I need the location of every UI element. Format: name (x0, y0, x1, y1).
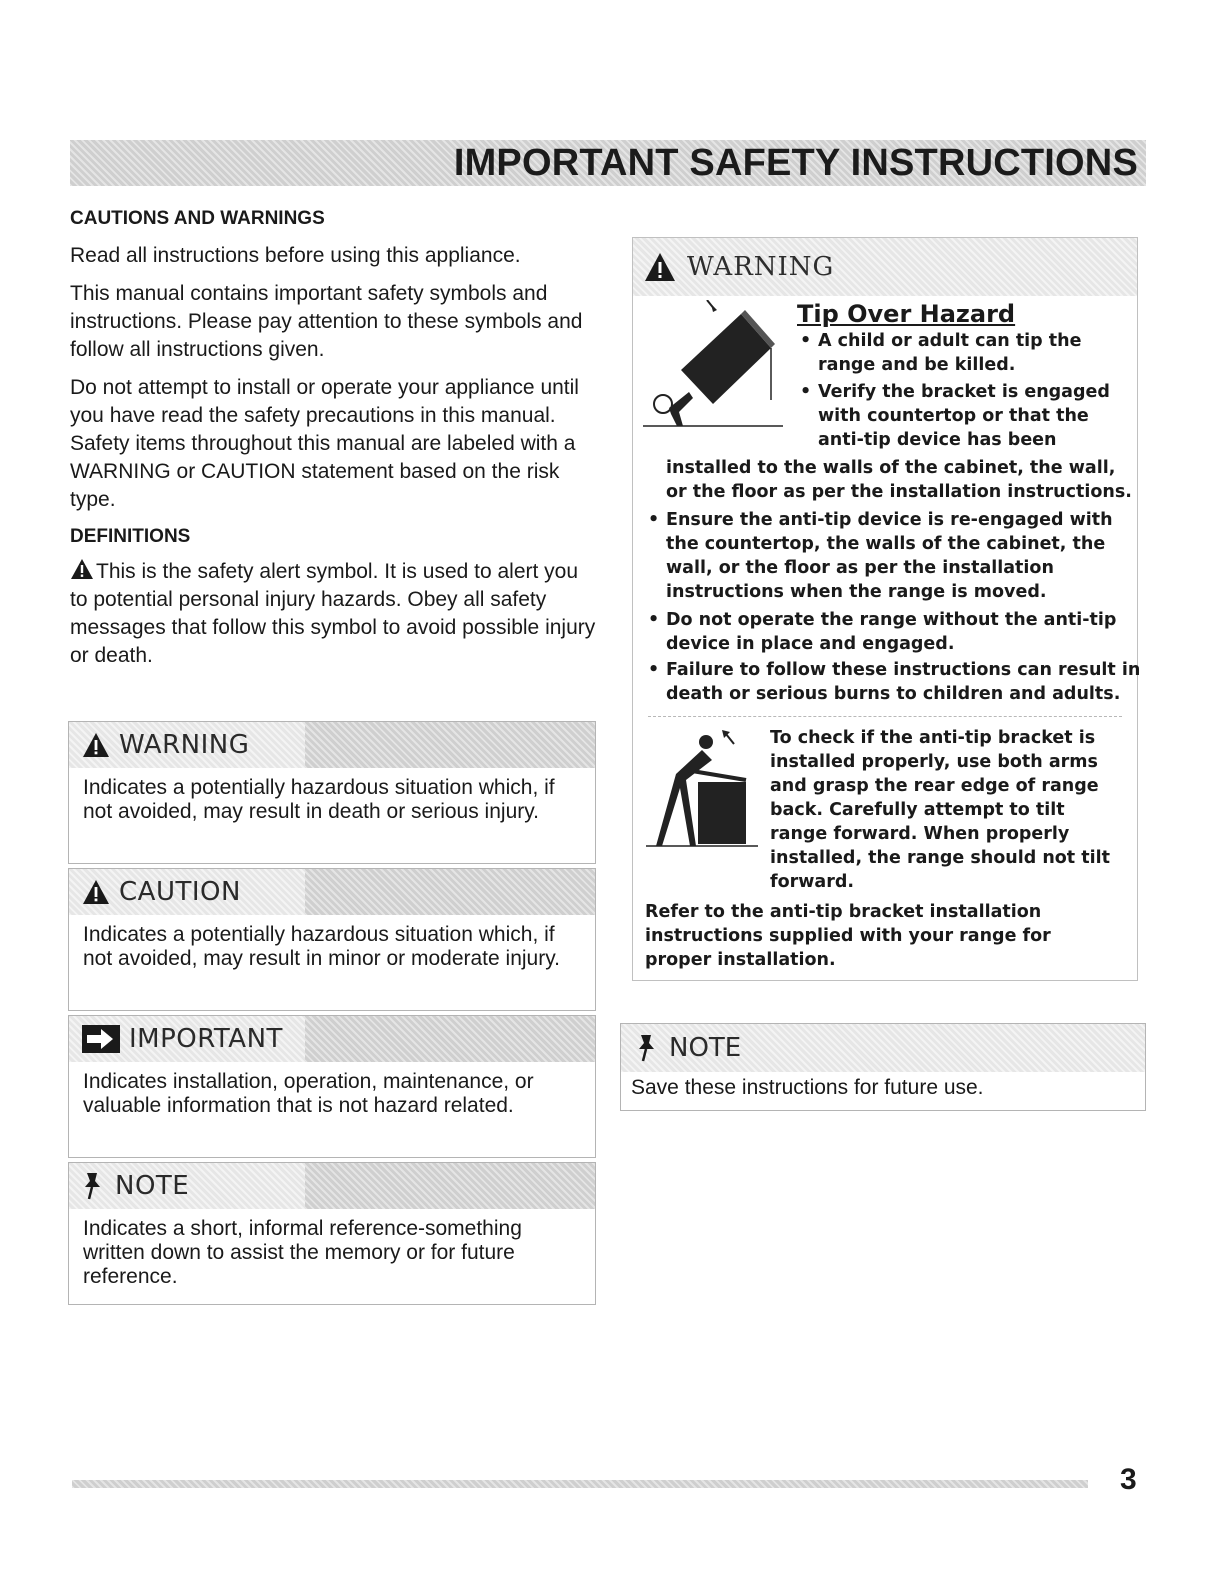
caution-label: CAUTION (119, 877, 241, 907)
bullet-ensure-reengaged: • Ensure the anti-tip device is re-engaged with the countertop, the walls of the cabinet, the wall, or the floor as per the installation instructions when the range is moved. (648, 510, 1113, 602)
paragraph-manual-contains: This manual contains important safety symbols and instructions. Please pay attention to these symbols and follow all instructions given. (70, 282, 583, 361)
bullet-text: Failure to follow these instructions can result in death or serious burns to children and adults. (666, 660, 1141, 704)
warning-alert-icon (81, 731, 111, 759)
warning-alert-icon (643, 251, 677, 283)
important-box-header (69, 1016, 595, 1062)
note-right-label: NOTE (669, 1033, 742, 1063)
bullet-failure-to-follow: • Failure to follow these instructions can result in death or serious burns to children and adults. (648, 660, 1141, 704)
page-number: 3 (1120, 1463, 1137, 1496)
note-label: NOTE (115, 1171, 190, 1201)
bullet-text: A child or adult can tip the range and be killed. (818, 331, 1082, 375)
refer-installation-text: Refer to the anti-tip bracket installation instructions supplied with your range for proper installation. (645, 902, 1051, 970)
warning-panel-label: WARNING (687, 252, 835, 282)
warning-definition-box (68, 721, 596, 864)
caution-definition-box (68, 868, 596, 1011)
definitions-paragraph (70, 558, 600, 670)
important-box-text: Indicates installation, operation, maintenance, or valuable information that is not hazard related. (83, 1070, 534, 1117)
footer-rule (72, 1480, 1088, 1488)
note-right-text: Save these instructions for future use. (631, 1076, 984, 1099)
paragraph-do-not-attempt: Do not attempt to install or operate your appliance until you have read the safety precautions in this manual. Safety items throughout this manual are labeled with a WARNING or CAUTION statement based on the risk type. (70, 376, 579, 511)
important-definition-box (68, 1015, 596, 1158)
note-box-header (69, 1163, 595, 1209)
warning-box-text: Indicates a potentially hazardous situation which, if not avoided, may result in death or serious injury. (83, 776, 555, 823)
important-label: IMPORTANT (129, 1024, 283, 1054)
panel-divider (648, 716, 1122, 717)
check-bracket-text: To check if the anti-tip bracket is installed properly, use both arms and grasp the rear edge of range back. Carefully attempt to tilt range forward. When properly installed, the range should not tilt forward. (770, 728, 1110, 892)
save-instructions-note-box (620, 1023, 1146, 1111)
page-title: IMPORTANT SAFETY INSTRUCTIONS (453, 141, 1138, 184)
warning-panel-header (633, 238, 1137, 296)
bullet-text: Do not operate the range without the anti-tip device in place and engaged. (666, 610, 1117, 654)
bullet-text: Verify the bracket is engaged with countertop or that the anti-tip device has been (818, 382, 1110, 450)
left-column (70, 208, 600, 680)
caution-alert-icon (81, 878, 111, 906)
note-box-text: Indicates a short, informal reference-something written down to assist the memory or for future reference. (83, 1217, 522, 1288)
title-banner (70, 140, 1146, 186)
warning-label: WARNING (119, 730, 250, 760)
bullet-text: Ensure the anti-tip device is re-engaged with the countertop, the walls of the cabinet, the wall, or the floor as per the installation instructions when the range is moved. (666, 510, 1113, 602)
bullet-do-not-operate: • Do not operate the range without the anti-tip device in place and engaged. (648, 610, 1117, 654)
bullet-verify-bracket: • Verify the bracket is engaged with countertop or that the anti-tip device has been (800, 382, 1110, 450)
pushpin-icon (635, 1033, 661, 1063)
safety-alert-icon (70, 558, 94, 580)
header-stripe (305, 869, 595, 915)
check-bracket-illustration (646, 730, 761, 850)
warning-box-header (69, 722, 595, 768)
pushpin-icon (81, 1171, 107, 1201)
paragraph-read-all: Read all instructions before using this appliance. (70, 244, 521, 267)
bullet-verify-bracket-continued: installed to the walls of the cabinet, the wall, or the floor as per the installation instructions. (666, 458, 1132, 502)
header-stripe (305, 722, 595, 768)
header-stripe (305, 1163, 595, 1209)
definitions-heading: DEFINITIONS (70, 526, 191, 547)
caution-box-header (69, 869, 595, 915)
tip-over-hazard-title: Tip Over Hazard (797, 300, 1016, 328)
note-definition-box (68, 1162, 596, 1305)
caution-box-text: Indicates a potentially hazardous situation which, if not avoided, may result in minor or moderate injury. (83, 923, 560, 970)
section-heading: CAUTIONS AND WARNINGS (70, 208, 325, 229)
arrow-right-icon (81, 1024, 121, 1054)
note-right-header (621, 1024, 1145, 1072)
definitions-text: This is the safety alert symbol. It is used to alert you to potential personal injury hazards. Obey all safety messages that follow this symbol to avoid possible injury or death. (70, 560, 596, 667)
tipping-range-illustration (643, 300, 793, 430)
header-stripe (305, 1016, 595, 1062)
bullet-child-adult: • A child or adult can tip the range and be killed. (800, 331, 1082, 375)
